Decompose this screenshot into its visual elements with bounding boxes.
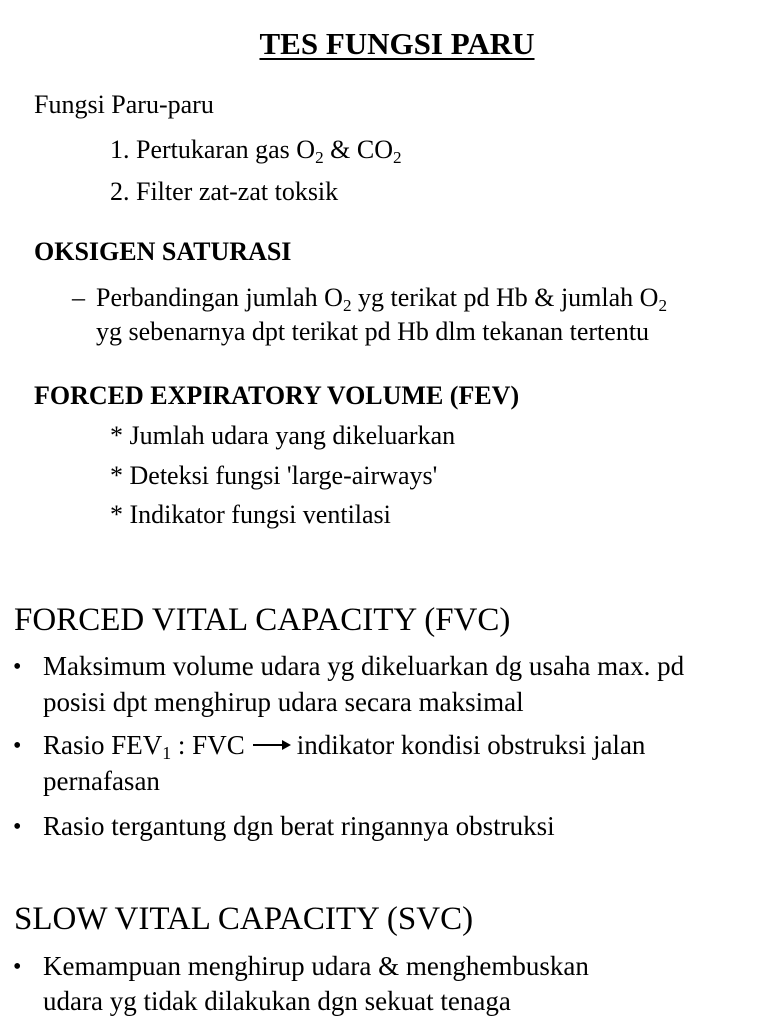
fungsi-item-1-text: 1. Pertukaran gas O <box>110 135 316 164</box>
svc-bullet-1-line-2: udara yg tidak dilakukan dgn sekuat tenaga <box>43 986 511 1016</box>
oksigen-line-2: yg sebenarnya dpt terikat pd Hb dlm tekanan tertentu <box>96 317 650 346</box>
fvc-bullet-3: Rasio tergantung dgn berat ringannya obstruksi <box>43 811 555 841</box>
subscript: 2 <box>658 295 668 315</box>
fungsi-item-1-text: & CO <box>323 135 393 164</box>
oksigen-text: yg terikat pd Hb & jumlah O <box>351 283 659 312</box>
fungsi-item-2: 2. Filter zat-zat toksik <box>110 177 339 206</box>
fvc-heading: FORCED VITAL CAPACITY (FVC) <box>14 602 511 638</box>
fev-item: * Indikator fungsi ventilasi <box>110 500 391 529</box>
fev-item: * Jumlah udara yang dikeluarkan <box>110 421 456 450</box>
fvc-bullet-1-line-2: posisi dpt menghirup udara secara maksimal <box>43 687 524 717</box>
right-arrow-icon <box>253 739 291 751</box>
oksigen-text: Perbandingan jumlah O <box>96 283 343 312</box>
fvc-bullet-2-line-2: pernafasan <box>43 766 160 796</box>
fungsi-heading: Fungsi Paru-paru <box>34 90 214 119</box>
bullet: • <box>13 733 22 759</box>
fvc-text: Rasio FEV <box>43 730 163 760</box>
subscript: 2 <box>342 295 352 315</box>
page-title: TES FUNGSI PARU <box>259 26 535 61</box>
svc-heading: SLOW VITAL CAPACITY (SVC) <box>14 901 474 937</box>
oksigen-line-1 <box>96 283 667 313</box>
svc-bullet-1-line-1: Kemampuan menghirup udara & menghembuskan <box>43 951 589 981</box>
fev-heading: FORCED EXPIRATORY VOLUME (FEV) <box>34 381 520 410</box>
fvc-bullet-1-line-1: Maksimum volume udara yg dikeluarkan dg usaha max. pd <box>43 651 685 681</box>
fvc-text: : FVC <box>171 730 245 760</box>
fev-item: * Deteksi fungsi 'large-airways' <box>110 461 438 490</box>
bullet: • <box>13 954 22 980</box>
subscript: 2 <box>315 147 324 167</box>
subscript: 2 <box>392 147 402 167</box>
fvc-text: indikator kondisi obstruksi jalan <box>296 730 646 760</box>
oksigen-heading: OKSIGEN SATURASI <box>34 237 292 266</box>
oksigen-dash: – <box>72 283 85 312</box>
subscript: 1 <box>162 742 172 763</box>
fungsi-item-1 <box>110 135 402 165</box>
fvc-bullet-2-line-1 <box>43 729 645 761</box>
bullet: • <box>13 814 22 840</box>
bullet: • <box>13 654 22 680</box>
